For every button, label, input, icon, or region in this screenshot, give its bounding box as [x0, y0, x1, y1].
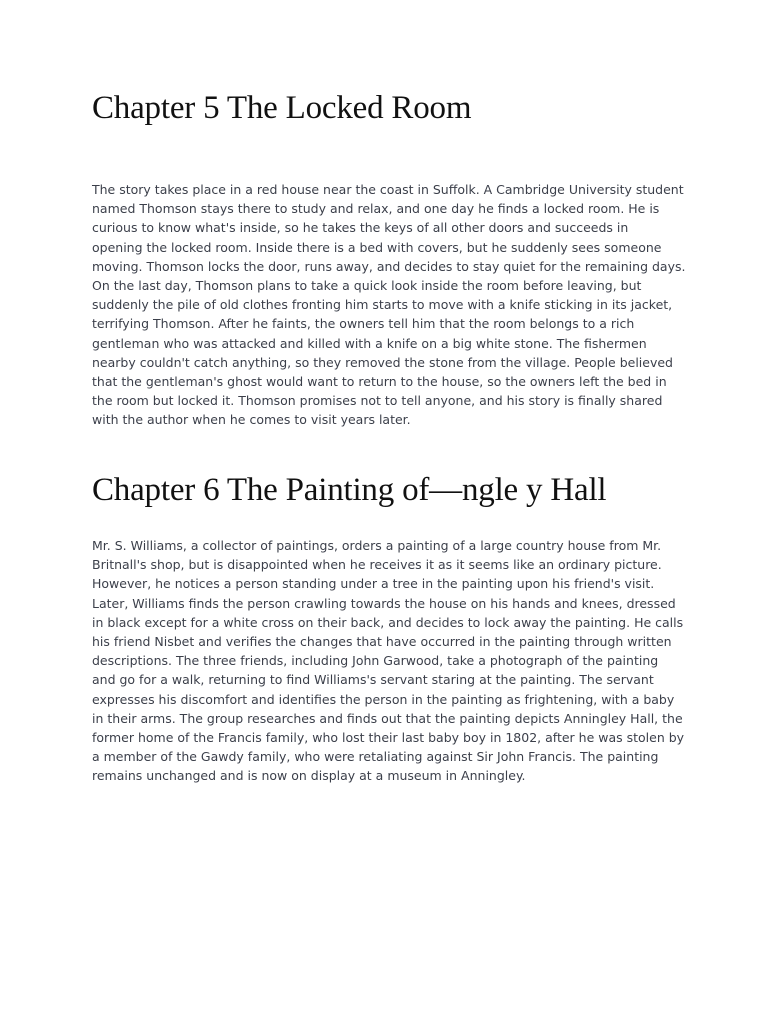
paragraph-line: and go for a walk, returning to find Williams's servant staring at the painting. The servant — [92, 672, 654, 688]
paragraph-line: On the last day, Thomson plans to take a quick look inside the room before leaving, but — [92, 278, 642, 294]
paragraph-line: Later, Williams finds the person crawling towards the house on his hands and knees, dressed — [92, 595, 676, 611]
chapter-6-summary — [92, 536, 686, 786]
paragraph-line: the room but locked it. Thomson promises not to tell anyone, and his story is finally shared — [92, 393, 663, 409]
paragraph-line: suddenly the pile of old clothes fronting him starts to move with a knife sticking in its jacket, — [92, 297, 673, 313]
paragraph-line: in black except for a white cross on their back, and decides to lock away the painting. He calls — [92, 614, 684, 630]
paragraph-line: expresses his discomfort and identifies the person in the painting as frightening, with a baby — [92, 691, 675, 707]
paragraph-line: in their arms. The group researches and finds out that the painting depicts Anningley Hall, the — [92, 710, 683, 726]
paragraph-line: However, he notices a person standing under a tree in the painting upon his friend's visit. — [92, 576, 655, 592]
paragraph-line: his friend Nisbet and verifies the changes that have occurred in the painting through written — [92, 634, 672, 650]
chapter-5-heading: Chapter 5 The Locked Room — [92, 90, 472, 126]
paragraph-line: The story takes place in a red house near the coast in Suffolk. A Cambridge University student — [92, 182, 684, 197]
paragraph-line: with the author when he comes to visit years later. — [92, 412, 411, 428]
paragraph-line: former home of the Francis family, who lost their last baby boy in 1802, after he was stolen by — [92, 730, 685, 746]
paragraph-line: moving. Thomson locks the door, runs away, and decides to stay quiet for the remaining days. — [92, 258, 686, 274]
paragraph-line: curious to know what's inside, so he takes the keys of all other doors and succeeds in — [92, 220, 629, 236]
paragraph-line: named Thomson stays there to study and relax, and one day he finds a locked room. He is — [92, 201, 660, 217]
paragraph-line: opening the locked room. Inside there is a bed with covers, but he suddenly sees someone — [92, 239, 662, 255]
paragraph-line: remains unchanged and is now on display at a museum in Anningley. — [92, 768, 526, 784]
paragraph-line: Britnall's shop, but is disappointed when he receives it as it seems like an ordinary picture. — [92, 557, 662, 573]
paragraph-line: a member of the Gawdy family, who were retaliating against Sir John Francis. The painting — [92, 749, 659, 765]
paragraph-line: that the gentleman's ghost would want to return to the house, so the owners left the bed in — [92, 374, 667, 390]
chapter-5-summary — [92, 180, 686, 430]
chapter-6-heading: Chapter 6 The Painting of—ngle y Hall — [92, 472, 607, 508]
paragraph-line: nearby couldn't catch anything, so they removed the stone from the village. People believed — [92, 354, 673, 370]
paragraph-line: gentleman who was attacked and killed with a knife on a big white stone. The fishermen — [92, 335, 647, 351]
paragraph-line: terrifying Thomson. After he faints, the owners tell him that the room belongs to a rich — [92, 316, 635, 332]
paragraph-line: Mr. S. Williams, a collector of paintings, orders a painting of a large country house from Mr. — [92, 538, 662, 553]
paragraph-line: descriptions. The three friends, including John Garwood, take a photograph of the painting — [92, 653, 659, 669]
